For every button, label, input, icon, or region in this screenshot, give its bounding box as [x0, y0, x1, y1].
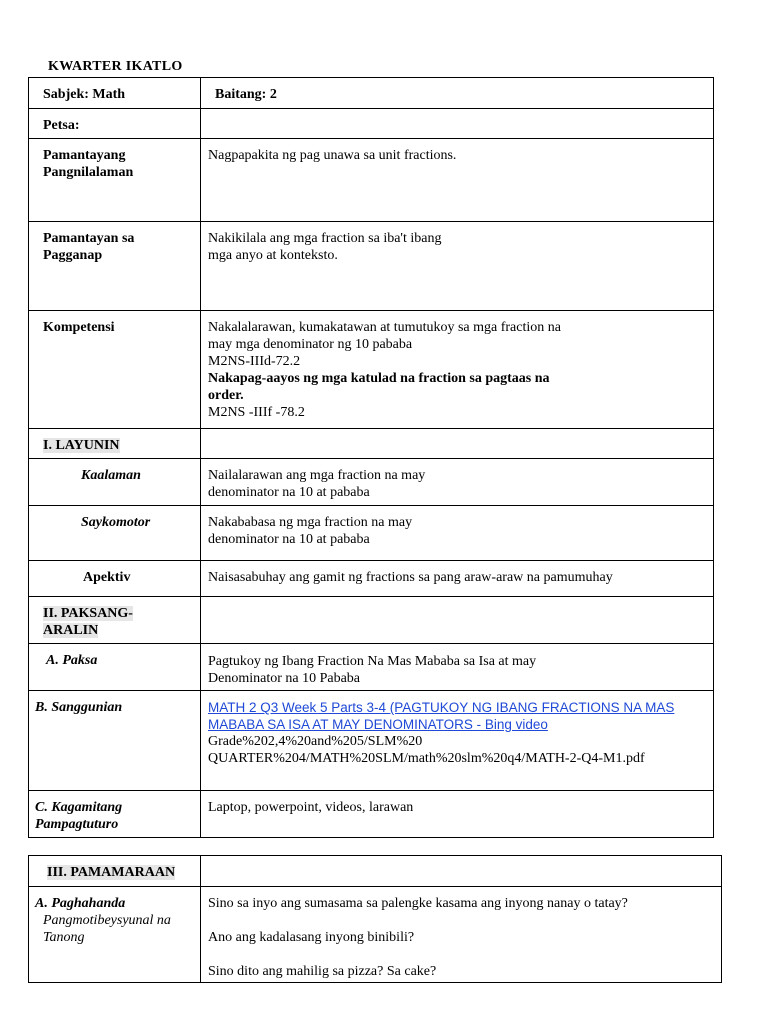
affective-label: Apektiv: [29, 561, 201, 597]
competency-label: Kompetensi: [29, 311, 201, 429]
objectives-empty: [201, 429, 714, 459]
reference-video-link[interactable]: MATH 2 Q3 Week 5 Parts 3-4 (PAGTUKOY NG IBANG FRACTIONS NA MAS MABABA SA ISA AT MAY DENOMINATORS - Bing video: [208, 700, 675, 732]
subject-cell: Sabjek: Math: [29, 78, 201, 109]
grade-cell: Baitang: 2: [201, 78, 714, 109]
knowledge-label: Kaalaman: [29, 459, 201, 506]
subject-matter-heading: II. PAKSANG- ARALIN: [29, 597, 201, 644]
preparation-label: A. Paghahanda Pangmotibeysyunal na Tanong: [29, 887, 201, 983]
performance-standard-value: Nakikilala ang mga fraction sa iba't ibang mga anyo at konteksto.: [201, 222, 714, 311]
procedure-heading: III. PAMAMARAAN: [29, 856, 201, 887]
references-label: B. Sanggunian: [29, 691, 201, 791]
table-row: [29, 856, 722, 887]
psychomotor-label: Saykomotor: [29, 506, 201, 561]
topic-value: Pagtukoy ng Ibang Fraction Na Mas Mababa sa Isa at may Denominator na 10 Pababa: [201, 644, 714, 691]
content-standard-value: Nagpapakita ng pag unawa sa unit fractions.: [201, 139, 714, 222]
topic-label: A. Paksa: [29, 644, 201, 691]
materials-label: C. Kagamitang Pampagtuturo: [29, 791, 201, 838]
table-row: [29, 109, 714, 139]
table-row: [29, 791, 714, 838]
references-value: MATH 2 Q3 Week 5 Parts 3-4 (PAGTUKOY NG IBANG FRACTIONS NA MAS MABABA SA ISA AT MAY DENOMINATORS - Bing video Grade%202,4%20and%205/SLM%20 QUARTER%204/MATH%20SLM/math%20slm%20q4/MATH-2-Q4-M1.pdf: [201, 691, 714, 791]
table-row: [29, 506, 714, 561]
table-row: [29, 311, 714, 429]
table-row: [29, 691, 714, 791]
table-row: [29, 887, 722, 983]
affective-value: Naisasabuhay ang gamit ng fractions sa pang araw-araw na pamumuhay: [201, 561, 714, 597]
table-row: [29, 644, 714, 691]
procedure-table: [28, 855, 722, 983]
date-value: [201, 109, 714, 139]
quarter-heading: KWARTER IKATLO: [48, 59, 183, 74]
preparation-questions: [201, 887, 722, 983]
question: Ano ang kadalasang inyong binibili?: [208, 930, 415, 945]
materials-value: Laptop, powerpoint, videos, larawan: [201, 791, 714, 838]
table-row: [29, 597, 714, 644]
table-row: [29, 78, 714, 109]
question: Sino dito ang mahilig sa pizza? Sa cake?: [208, 964, 437, 979]
table-row: [29, 459, 714, 506]
competency-value: Nakalalarawan, kumakatawan at tumutukoy sa mga fraction na may mga denominator ng 10 pababa M2NS-IIId-72.2 Nakapag-aayos ng mga katulad na fraction sa pagtaas na order. M2NS -IIIf -78.2: [201, 311, 714, 429]
table-row: [29, 139, 714, 222]
subject-matter-empty: [201, 597, 714, 644]
table-row: [29, 561, 714, 597]
date-label: Petsa:: [29, 109, 201, 139]
lesson-plan-table: [28, 77, 714, 838]
content-standard-label: Pamantayang Pangnilalaman: [29, 139, 201, 222]
question: Sino sa inyo ang sumasama sa palengke kasama ang inyong nanay o tatay?: [208, 896, 628, 911]
psychomotor-value: Nakababasa ng mga fraction na may denominator na 10 at pababa: [201, 506, 714, 561]
procedure-empty: [201, 856, 722, 887]
objectives-heading: I. LAYUNIN: [29, 429, 201, 459]
table-row: [29, 429, 714, 459]
knowledge-value: Nailalarawan ang mga fraction na may denominator na 10 at pababa: [201, 459, 714, 506]
performance-standard-label: Pamantayan sa Pagganap: [29, 222, 201, 311]
table-row: [29, 222, 714, 311]
